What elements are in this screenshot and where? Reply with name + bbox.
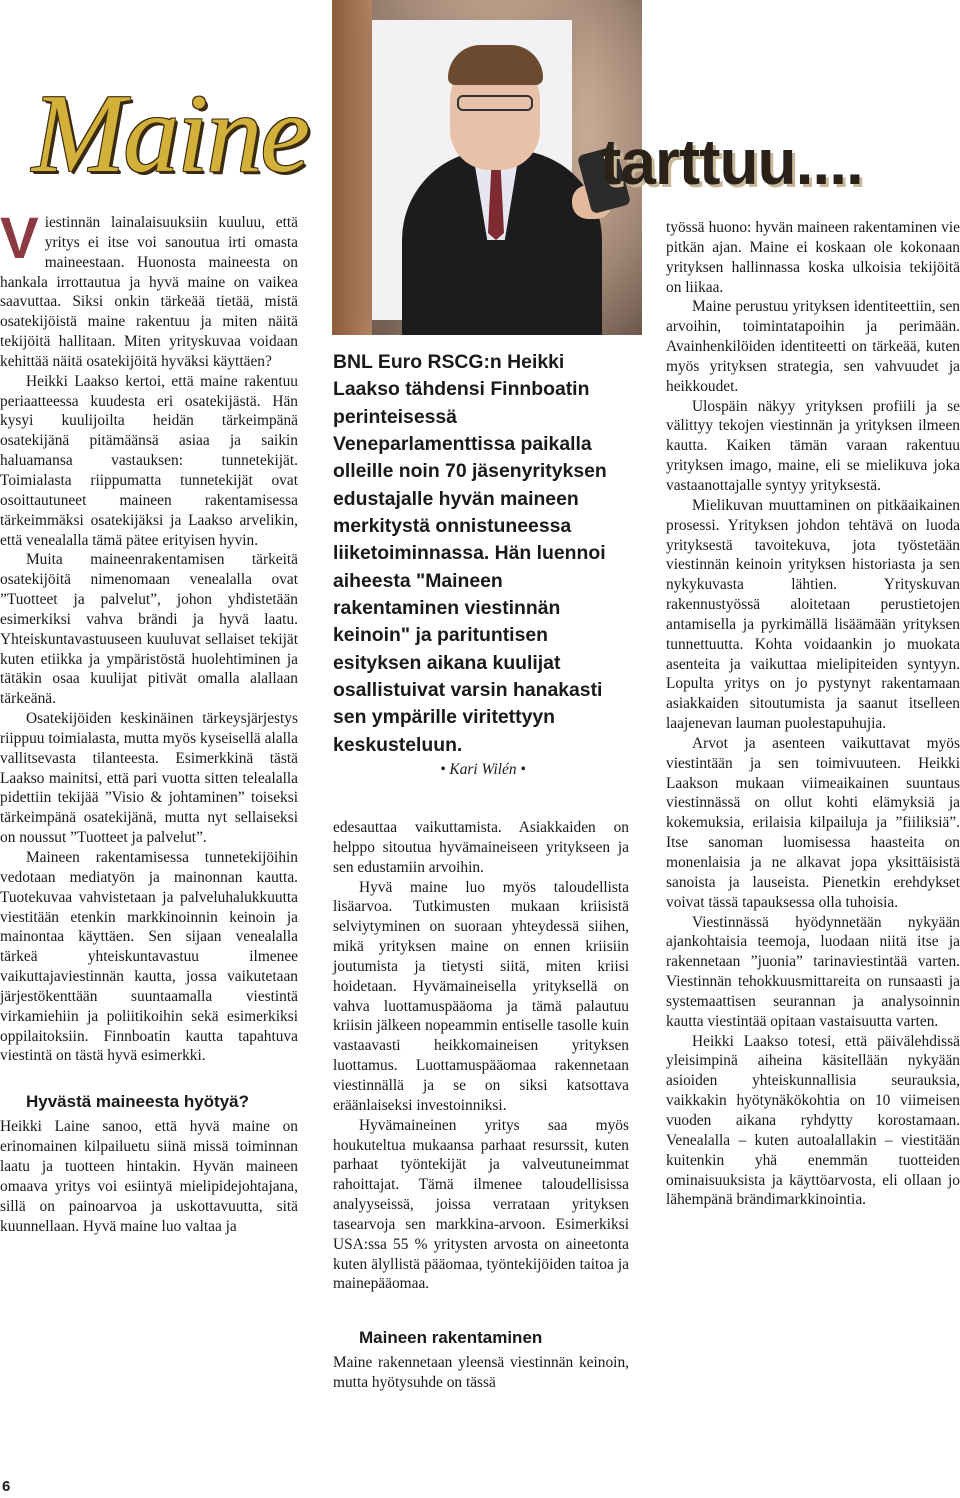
paragraph: Heikki Laakso totesi, että päivälehdissä yleisimpinä aiheina käsitellään nykyään asioiden yhteiskunnallisia seurauksia, vaikkakin hyötynäkökohtia on 10 viimeisen vuoden aikana ryhdytty korostamaan. Venealalla – kuten autoalallakin – viestitään kuitenkin yhä enemmän tuotteiden ominaisuuksista ja käyttöarvosta, eli ollaan jo lähempänä brändimarkkinointia. xyxy=(666,1032,960,1209)
paragraph: Maineen rakentamisessa tunnetekijöihin vedotaan mediatyön ja mainonnan kautta. Tuotekuvaa vahvistetaan ja palveluhalukkuutta viestitään etenkin markkinoinnin keinoin ja mainontaa käyttäen. Sen sijaan venealalla tärkeä yhteiskuntavastuu ilmenee vaikuttajaviestinnän kautta, jossa vaikutetaan järjestökenttään suuntaamalla viestintä virkamiehiin ja poliitikoihin sekä esimerkiksi oppilaitoksiin. Finnboatin kautta tapahtuva viestintä on tästä hyvä esimerkki. xyxy=(0,849,298,1065)
paragraph: työssä huono: hyvän maineen rakentaminen vie pitkän ajan. Maine ei koskaan ole kokonaan yrityksen hallinnassa koska ulkoisia tekijöitä on liikaa. xyxy=(666,219,960,296)
drop-cap: V xyxy=(0,206,39,271)
byline: • Kari Wilén • xyxy=(440,761,526,778)
paragraph: Muita maineenrakentamisen tärkeitä osatekijöitä nimenomaan venealalla ovat ”Tuotteet ja palvelut”, johon yhdistetään esimerkiksi vahva brändi ja hyvä laatu. Yhteiskuntavastuuseen kuuluvat sellaiset tekijät kuten etiikka ja ympäristöstä huolehtiminen ja tätäkin osaa kuulijat pitivät omalla alallaan tärkeänä. xyxy=(0,551,298,708)
title-tarttuu: tarttuu.... xyxy=(600,126,863,198)
paragraph: Mielikuvan muuttaminen on pitkäaikainen prosessi. Yrityksen johdon tehtävä on luoda yrityksestä tavoitekuva, jota työstetään viestinnän keinoin yrityksen historiasta ja sen nykykuvasta lähtien. Yrityskuvan rakennustyössä aloitetaan perustietojen antamisella ja pyrkimällä lisäämään yrityksen tunnettuutta. Kohta voidaankin jo muokata asenteita ja vaikuttaa mielipiteiden syntyyn. Lopulta yritys on jo pystynyt rakentamaan asiakkaiden sitoutumista ja saanut itselleen laajenevan lauman puolestapuhujia. xyxy=(666,496,960,733)
column-3 xyxy=(666,218,960,1210)
paragraph: Maine rakennetaan yleensä viestinnän keinoin, mutta hyötysuhde on tässä xyxy=(333,1354,629,1392)
page-number: 6 xyxy=(2,1478,11,1495)
paragraph: Viestinnässä hyödynnetään nykyään ajankohtaisia teemoja, luodaan niitä itse ja rakennetaan ”juonia” tarinaviestintää varten. Viestinnän tehokkuusmittareita on runsaasti ja systemaattisen seurannan ja analysoinnin kautta viestintää opitaan vastaisuutta varten. xyxy=(666,913,960,1030)
subheading-maineen-rakentaminen: Maineen rakentaminen xyxy=(359,1328,543,1348)
speaker-glasses xyxy=(457,95,533,111)
speaker-photo xyxy=(332,0,642,335)
paragraph: Maine perustuu yrityksen identiteettiin, sen arvoihin, toimintatapoihin ja perimään. Avainhenkilöiden identiteetti on tärkeää, kuten myös yrityksen strategia, sen vahvuudet ja heikkoudet. xyxy=(666,298,960,395)
paragraph: Heikki Laakso kertoi, että maine rakentuu periaatteessa kuudesta eri osatekijästä. Hän kysyi kuulijoilta heidän tärkeimpänä osatekijänä pitämäänsä asiaa ja saikin haluamansa vastauksen: tunnetekijät. Toimialasta riippumatta tunnetekijät ovat osoittautuneet maineen rakentamisessa tärkeimmäksi osatekijäksi ja Laakso arvelikin, että venealalla tämä pätee erityisen hyvin. xyxy=(0,372,298,549)
paragraph: edesauttaa vaikuttamista. Asiakkaiden on helppo sitoutua hyvämaineiseen yritykseen ja sen edustamiin arvoihin. xyxy=(333,819,629,876)
paragraph: Heikki Laine sanoo, että hyvä maine on erinomainen kilpailuetu siinä missä toiminnan laatu ja tuotteen hintakin. Hyvän maineen omaava yritys voi esiintyä mielipidejohtajana, sillä on painoarvoa ja uskottavuutta, sitä kuunnellaan. Hyvä maine luo valtaa ja xyxy=(0,1118,298,1235)
paragraph: Arvot ja asenteen vaikuttavat myös viestintään ja sen toimivuuteen. Heikki Laakson mukaan viimeaikainen suuntaus viestinnässä on ollut kohti elämyksiä ja kokemuksia, erilaisia kilpailuja ja ”fiiliksiä”. Itse sanoman luomisessa haasteita on monenlaisia ja ne alkavat jopa yksittäisistä sanoista ja lauseista. Pienetkin erehdykset voivat tässä tapauksessa olla tuhoisia. xyxy=(666,734,960,911)
paragraph: Hyvämaineinen yritys saa myös houkuteltua mukaansa parhaat resurssit, kuten parhaat työntekijät ja valveutuneimmat rahoittajat. Tämä ilmenee taloudellisissa analyyseissä, joissa verrataan yrityksen tasearvoja sen markkina-arvoon. Esimerkiksi USA:ssa 55 % yritysten arvosta on aineetonta kuten älyllistä pääomaa, työntekijöiden taitoa ja mainepääomaa. xyxy=(333,1116,629,1293)
intro-paragraph xyxy=(0,206,298,372)
paragraph: Osatekijöiden keskinäinen tärkeysjärjestys riippuu toimialasta, mutta myös kyseisellä alalla vallitsevasta tilanteesta. Esimerkkinä tästä Laakso mainitsi, että pari vuotta sitten telealalla pidettiin tekijää ”Visio & johtaminen” toiseksi tärkeimpänä osatekijänä, mutta nyt sellaiseksi on noussut ”Tuotteet ja palvelut”. xyxy=(0,710,298,847)
subheading-hyvasta-maineesta: Hyvästä maineesta hyötyä? xyxy=(26,1092,249,1112)
intro-text: iestinnän lainalaisuuksiin kuuluu, että yritys ei itse voi sanoutua irti omasta maineestaan. Huonosta maineesta on hankala irrottautua ja hyvä maine on vaikea saavuttaa. Siksi onkin tärkeää tietää, mistä osatekijöistä maine rakentuu ja miten näitä tekijöitä hallitaan. Miten yrityskuvaa voidaan kehittää näitä osatekijöitä hyväksi käyttäen? xyxy=(0,214,298,370)
column-1 xyxy=(0,206,298,1236)
lead-paragraph: BNL Euro RSCG:n Heikki Laakso tähdensi Finnboatin perinteisessä Veneparlamenttissa paikalla olleille noin 70 jäsenyrityksen edustajalle hyvän maineen merkitystä onnistuneessa liiketoiminnassa. Hän luennoi aiheesta "Maineen rakentaminen viestinnän keinoin" ja parituntisen esityksen aikana kuulijat osallistuivat varsin hanakasti sen ympärille viritettyyn keskusteluun. xyxy=(333,351,607,756)
paragraph: Hyvä maine luo myös taloudellista lisäarvoa. Tutkimusten mukaan kriisistä selviytyminen on suoraan yhteydessä siihen, mikä yrityksen maine on ennen kriisiin joutumista ja tietysti siitä, miten kriisi hoidetaan. Hyvämaineisella yrityksellä on vahva luottamuspääoma ja tämä palautuu kriisin jälkeen nopeammin entiselle tasolle kuin vastaavasti heikkomaineisen yrityksen luottamus. Luottamuspääomaa rakennetaan viestinnällä ja se on siksi katsottava eräänlaiseksi investoinniksi. xyxy=(333,878,629,1114)
title-maine: Maine xyxy=(32,72,309,196)
column-2 xyxy=(333,818,629,1393)
speaker-hair xyxy=(448,45,543,85)
paragraph: Ulospäin näkyy yrityksen profiili ja se välittyy tekojen viestinnän ja yrityksen ilmeen kautta. Kaiken tämän varaan rakentuu yrityksen imago, maine, eli se mielikuva joka vastaanottajalle syntyy yrityksestä. xyxy=(666,397,960,494)
photo-wall xyxy=(332,0,372,335)
